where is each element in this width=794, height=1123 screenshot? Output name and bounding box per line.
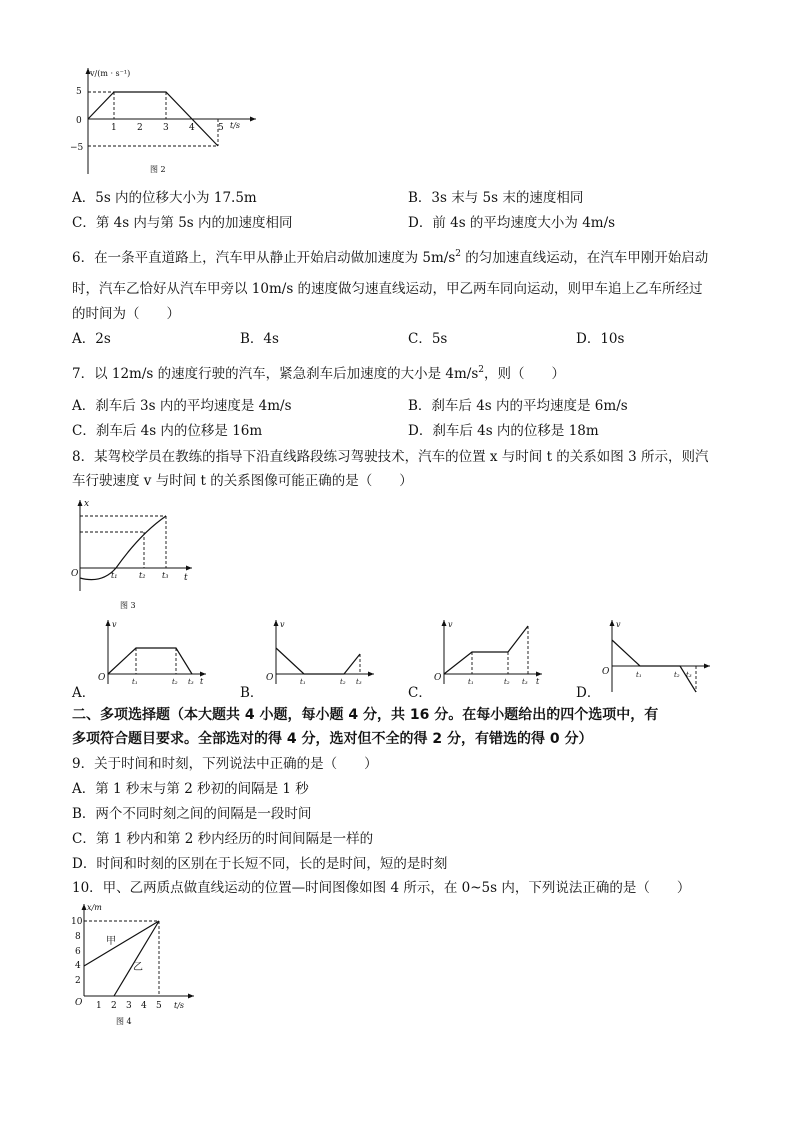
q7-option-b: B．刹车后 4s 内的平均速度是 6m/s — [408, 398, 628, 414]
svg-text:v: v — [112, 620, 117, 629]
q6-stem-line1: 6．在一条平直道路上，汽车甲从静止开始启动做加速度为 $5m/s^2$ 的匀加速直线运动，在汽车甲刚开始启动 — [72, 249, 709, 266]
q8-stem-line1: 8．某驾校学员在教练的指导下沿直线路段练习驾驶技术，汽车的位置 x 与时间 t 的关系如图 3 所示，则汽 — [72, 449, 709, 465]
fig2-xtick-5: 5 — [218, 123, 224, 133]
svg-text:t₁: t₁ — [300, 678, 306, 686]
q6-option-a: A．2s — [72, 331, 111, 347]
fig2-ytick-5: 5 — [76, 87, 82, 97]
svg-text:t₃: t₃ — [188, 678, 194, 686]
q9-option-c: C．第 1 秒内和第 2 秒内经历的时间间隔是一样的 — [72, 831, 374, 847]
fig4-ylabel: x/m — [87, 903, 102, 912]
svg-text:O: O — [98, 673, 106, 683]
fig2-xlabel: t/s — [230, 121, 241, 130]
q8-stem-line2: 车行驶速度 v 与时间 t 的关系图像可能正确的是（ ） — [72, 473, 413, 489]
svg-text:O: O — [602, 667, 610, 677]
fig3-tick-t3: t₃ — [162, 571, 169, 580]
svg-text:t: t — [536, 677, 540, 686]
svg-text:10: 10 — [71, 917, 83, 927]
fig2-ytick-neg5: −5 — [70, 143, 84, 153]
fig3-xlabel: t — [184, 573, 188, 583]
section2-heading-line1: 二、多项选择题（本大题共 4 小题，每小题 4 分，共 16 分。在每小题给出的四个选项中，有 — [72, 707, 659, 723]
figure-2-vt-graph — [70, 64, 260, 184]
q7-option-d: D．刹车后 4s 内的位移是 18m — [408, 423, 599, 439]
section2-heading-line2: 多项符合题目要求。全部选对的得 4 分，选对但不全的得 2 分，有错选的得 0 分） — [72, 731, 593, 747]
q9-option-b: B．两个不同时刻之间的间隔是一段时间 — [72, 806, 312, 822]
figure-4-xt-graph — [70, 900, 200, 1028]
fig3-position-curve — [80, 516, 169, 580]
q8-option-c-label: C． — [408, 685, 432, 701]
fig3-ylabel: x — [84, 499, 90, 509]
q8-option-d-label: D． — [576, 685, 601, 701]
q8-option-b-label: B． — [240, 685, 264, 701]
fig4-origin: O — [75, 998, 83, 1008]
q7-option-c: C．刹车后 4s 内的位移是 16m — [72, 423, 263, 439]
svg-text:O: O — [266, 673, 274, 683]
q6-stem-line2: 时，汽车乙恰好从汽车甲旁以 10m/s 的速度做匀速直线运动，甲乙两车同向运动，则甲车追上乙车所经过 — [72, 281, 703, 297]
svg-text:t₁: t₁ — [468, 678, 474, 686]
fig4-line-yi — [114, 921, 159, 996]
figure-3-xt-graph — [70, 496, 200, 614]
svg-text:t₃: t₃ — [522, 678, 528, 686]
svg-text:t₂: t₂ — [674, 671, 680, 679]
svg-text:4: 4 — [75, 961, 81, 971]
fig2-ytick-0: 0 — [76, 116, 82, 126]
svg-text:1: 1 — [96, 1001, 102, 1011]
svg-text:5: 5 — [156, 1001, 162, 1011]
svg-text:v: v — [448, 620, 453, 629]
q8-option-a-graph — [96, 618, 211, 690]
q5-option-d: D．前 4s 的平均速度大小为 4m/s — [408, 215, 616, 231]
svg-text:t₂: t₂ — [172, 678, 178, 686]
fig2-caption: 图 2 — [150, 165, 166, 174]
svg-text:6: 6 — [75, 947, 81, 957]
svg-text:3: 3 — [126, 1001, 132, 1011]
svg-text:t₁: t₁ — [132, 678, 138, 686]
fig2-xtick-1: 1 — [111, 123, 117, 133]
q10-stem: 10．甲、乙两质点做直线运动的位置—时间图像如图 4 所示，在 0~5s 内，下列说法正确的是（ ） — [72, 880, 691, 896]
q5-option-a: A．5s 内的位移大小为 17.5m — [72, 190, 257, 206]
q6-option-c: C．5s — [408, 331, 448, 347]
svg-text:t: t — [200, 677, 204, 686]
svg-text:t₂: t₂ — [504, 678, 510, 686]
svg-text:t₃: t₃ — [356, 678, 362, 686]
svg-text:2: 2 — [75, 976, 81, 986]
svg-text:2: 2 — [111, 1001, 117, 1011]
fig2-xtick-3: 3 — [163, 123, 169, 133]
q7-option-a: A．刹车后 3s 内的平均速度是 4m/s — [72, 398, 292, 414]
q9-option-d: D．时间和时刻的区别在于长短不同，长的是时间，短的是时刻 — [72, 856, 448, 872]
q8-option-c-graph — [432, 618, 547, 690]
svg-text:4: 4 — [141, 1001, 147, 1011]
fig3-tick-t1: t₁ — [111, 571, 118, 580]
svg-text:8: 8 — [75, 932, 81, 942]
svg-text:t₁: t₁ — [636, 671, 642, 679]
svg-text:t₃: t₃ — [686, 671, 692, 679]
q9-stem: 9．关于时间和时刻，下列说法中正确的是（ ） — [72, 756, 378, 772]
svg-text:v: v — [280, 620, 285, 629]
fig4-label-jia: 甲 — [106, 936, 116, 947]
fig4-line-jia — [84, 921, 159, 966]
fig4-caption: 图 4 — [116, 1017, 132, 1026]
q6-option-d: D．10s — [576, 331, 625, 347]
q8-option-d-graph — [600, 618, 715, 696]
fig3-caption: 图 3 — [120, 601, 136, 610]
q5-option-c: C．第 4s 内与第 5s 内的加速度相同 — [72, 215, 293, 231]
fig2-xtick-4: 4 — [189, 123, 195, 133]
svg-text:t₂: t₂ — [340, 678, 346, 686]
q6-stem-line3: 的时间为（ ） — [72, 306, 180, 322]
fig2-ylabel: v/(m · s⁻¹) — [90, 69, 131, 78]
q7-stem: 7．以 12m/s 的速度行驶的汽车，紧急刹车后加速度的大小是 $4m/s^2$，则（ ） — [72, 365, 566, 382]
svg-text:O: O — [434, 673, 442, 683]
fig2-xtick-2: 2 — [137, 123, 143, 133]
q5-option-b: B．3s 末与 5s 末的速度相同 — [408, 190, 584, 206]
q6-option-b: B．4s — [240, 331, 279, 347]
q9-option-a: A．第 1 秒末与第 2 秒初的间隔是 1 秒 — [72, 781, 309, 797]
fig3-tick-t2: t₂ — [139, 571, 146, 580]
q8-option-b-graph — [264, 618, 379, 690]
fig4-label-yi: 乙 — [133, 962, 143, 973]
fig4-xlabel: t/s — [174, 1001, 185, 1010]
svg-text:v: v — [616, 620, 621, 629]
q8-option-a-label: A． — [72, 685, 96, 701]
fig3-origin: O — [71, 569, 79, 579]
